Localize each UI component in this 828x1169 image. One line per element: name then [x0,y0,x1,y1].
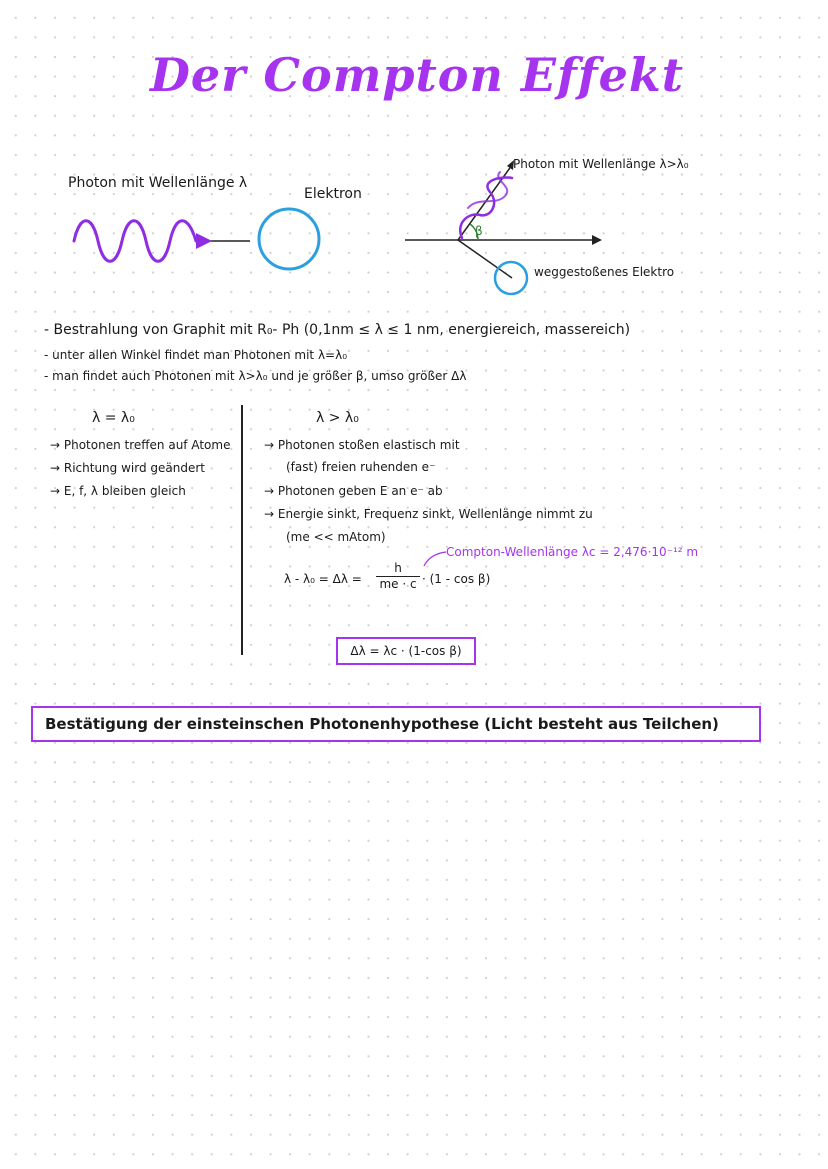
right-item-5: (me << mAtom) [286,530,386,544]
right-item-2: (fast) freien ruhenden e⁻ [286,460,436,474]
fraction-numerator: h [376,561,420,577]
left-item-1: → Photonen treffen auf Atome [50,438,231,452]
photon-out-label: Photon mit Wellenlänge λ>λ₀ [513,157,689,171]
fraction [376,561,420,591]
left-item-3: → E, f, λ bleiben gleich [50,484,186,498]
right-item-3: → Photonen geben E an e⁻ ab [264,484,443,498]
left-heading: λ = λ₀ [92,410,135,426]
photon-in-label: Photon mit Wellenlänge λ [68,175,248,191]
compton-wavelength-label: Compton-Wellenlänge λc = 2,476·10⁻¹² m [446,545,699,559]
electron-label: Elektron [304,186,362,202]
bullet-2: - unter allen Winkel findet man Photonen mit λ=λ₀ [44,348,348,362]
right-item-4: → Energie sinkt, Frequenz sinkt, Wellenlänge nimmt zu [264,507,593,521]
right-item-1: → Photonen stoßen elastisch mit [264,438,460,452]
fraction-denominator: me · c [379,577,417,591]
boxed-formula: Δλ = λc · (1-cos β) [336,637,476,665]
right-heading: λ > λ₀ [316,410,359,426]
equation-left: λ - λ₀ = Δλ = [284,572,362,586]
beta-label: β [475,224,483,238]
page-title: Der Compton Effekt [150,48,684,102]
equation-right: · (1 - cos β) [422,572,491,586]
scattered-electron-label: weggestoßenes Elektro [534,265,675,279]
left-item-2: → Richtung wird geändert [50,461,205,475]
bullet-1: - Bestrahlung von Graphit mit R₀- Ph (0,1nm ≤ λ ≤ 1 nm, energiereich, massereich) [44,322,631,338]
conclusion-box: Bestätigung der einsteinschen Photonenhypothese (Licht besteht aus Teilchen) [31,706,761,742]
compton-pointer-line [424,552,446,566]
bullet-3: - man findet auch Photonen mit λ>λ₀ und je größer β, umso größer Δλ [44,369,467,383]
